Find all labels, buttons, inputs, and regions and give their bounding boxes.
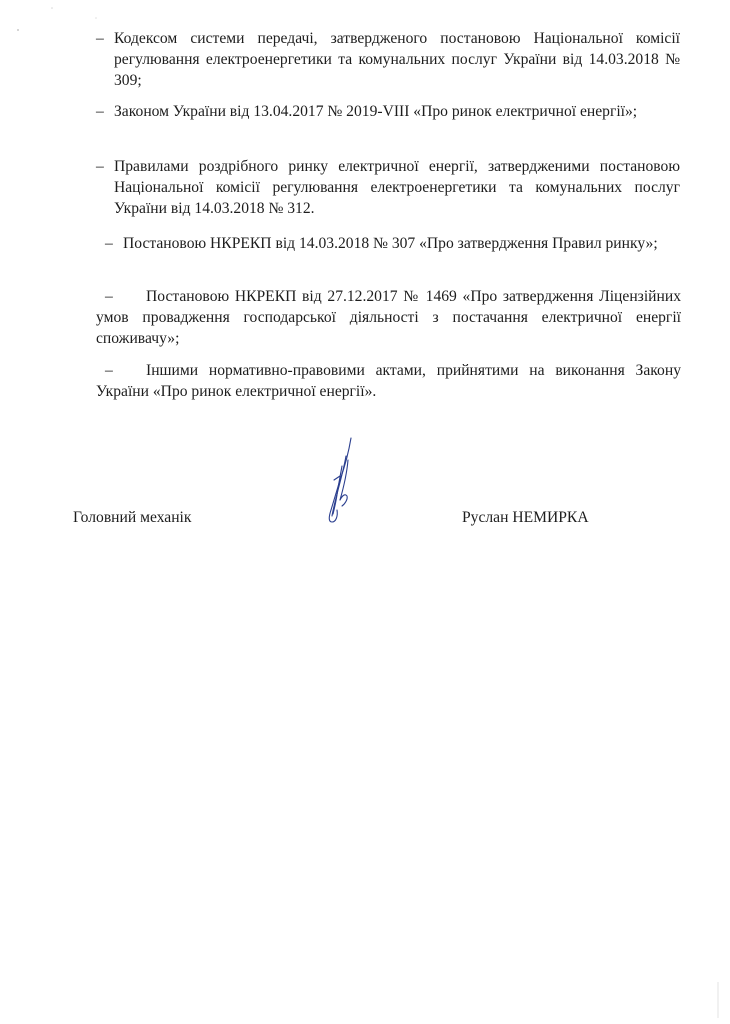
list-item-text: Законом України від 13.04.2017 № 2019-VIII «Про ринок електричної енергії»;	[114, 103, 638, 120]
list-item-text: Постановою НКРЕКП від 27.12.2017 № 1469 «Про затвердження Ліцензійних умов провадження господарської діяльності з постачання електричної енергії споживачу»;	[96, 288, 681, 347]
signatory-name: Руслан НЕМИРКА	[462, 509, 589, 526]
list-dash: –	[96, 158, 104, 175]
handwritten-signature	[318, 436, 362, 528]
list-item	[105, 233, 680, 254]
list-item-text: Постановою НКРЕКП від 14.03.2018 № 307 «Про затвердження Правил ринку»;	[123, 235, 658, 252]
list-item	[96, 286, 681, 349]
list-item-text: Правилами роздрібного ринку електричної енергії, затвердженими постановою Національної комісії регулювання електроенергетики та комунальних послуг України від 14.03.2018 № 312.	[114, 158, 680, 217]
signatory-position: Головний механік	[73, 509, 192, 526]
list-item-text: Кодексом системи передачі, затвердженого постановою Національної комісії регулювання електроенергетики та комунальних послуг України від 14.03.2018 № 309;	[114, 30, 680, 89]
list-dash: –	[96, 103, 104, 120]
scan-artifact	[700, 980, 730, 1020]
list-dash: –	[105, 362, 113, 379]
list-item-text: Іншими нормативно-правовими актами, прийнятими на виконання Закону України «Про ринок електричної енергії».	[96, 362, 681, 400]
scan-artifact	[0, 0, 120, 60]
list-dash: –	[105, 235, 113, 252]
list-dash: –	[96, 30, 104, 47]
list-item	[96, 101, 680, 122]
list-item	[96, 156, 680, 219]
list-item	[96, 28, 680, 91]
list-item	[96, 360, 681, 402]
list-dash: –	[105, 288, 113, 305]
